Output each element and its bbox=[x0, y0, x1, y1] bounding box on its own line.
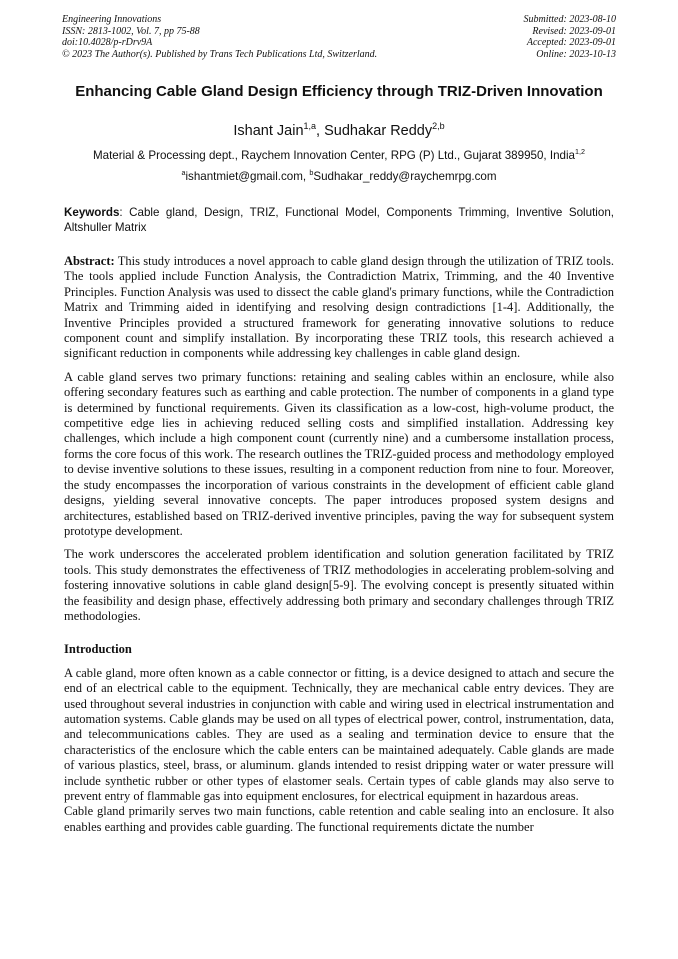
affiliation bbox=[40, 149, 638, 162]
accepted-date: Accepted: 2023-09-01 bbox=[526, 37, 616, 49]
email-address: Sudhakar_reddy@raychemrpg.com bbox=[313, 170, 497, 183]
online-date: Online: 2023-10-13 bbox=[536, 48, 616, 60]
abstract-text: This study introduces a novel approach to cable gland design through the utilization of TRIZ tools. The tools applied include Function Analysis, the Contradiction Matrix, Trimming, and the 40 Inventive Principles. Function Analysis was used to dissect the cable gland's primary functions, while the Contradiction Matrix and Trimming aided in identifying and resolving design contradictions [1-4]. Additionally, the Inventive Principles provided a structured framework for generating innovative solutions to reduce component count and simplify installation. By incorporating these TRIZ tools, this research achieved a significant reduction in components while addressing key challenges in cable gland design. bbox=[64, 254, 614, 361]
body-paragraph: Cable gland primarily serves two main functions, cable retention and cable sealing into an enclosure. It also enables earthing and provides cable guarding. The functional requirements dictate the number bbox=[64, 804, 614, 834]
abstract-paragraph: A cable gland serves two primary functions: retaining and sealing cables within an enclosure, while also offering secondary features such as earthing and cable protection. The number of components in a gland type is determined by functional requirements. Given its classification as a low-cost, high-volume product, the competitive edge lies in achieving reduced selling costs and simplified installation. Addressing key challenges, which include a high component count (currently nine) and a cumbersome installation process, forms the core focus of this work. The research outlines the TRIZ-guided process and methodology employed to devise inventive solutions to these issues, resulting in a component reduction from nine to four. Moreover, the study encompasses the incorporation of various constraints in the development of efficient cable gland designs, yielding several innovative concepts. The paper introduces proposed system designs and architectures, established based on TRIZ-derived inventive principles, paving the way for subsequent system prototype development. bbox=[64, 369, 614, 538]
journal-info bbox=[62, 14, 377, 60]
section-heading-introduction: Introduction bbox=[64, 642, 132, 657]
paper-body bbox=[64, 254, 614, 835]
copyright-line: © 2023 The Author(s). Published by Trans Tech Publications Ltd, Switzerland. bbox=[62, 48, 378, 60]
publication-dates bbox=[524, 14, 617, 60]
paper-title: Enhancing Cable Gland Design Efficiency through TRIZ-Driven Innovation bbox=[75, 83, 603, 100]
keywords-label: Keywords bbox=[64, 206, 120, 219]
doi-line: doi:10.4028/p-rDrv9A bbox=[62, 37, 153, 49]
author-separator: , bbox=[316, 123, 325, 139]
author-superscript: 1,a bbox=[303, 121, 317, 132]
issn-line: ISSN: 2813-1002, Vol. 7, pp 75-88 bbox=[62, 25, 200, 37]
body-paragraph: A cable gland, more often known as a cable connector or fitting, is a device designed to attach and secure the end of an electrical cable to the equipment. Technically, they are mechanical cable entry devices. They are used throughout several industries in conjunction with cable and wiring used in electrical instrumentation and automation systems. Cable glands may be used on all types of electrical power, control, instrumentation, data, and telecommunications cables. They are used as a sealing and termination device to ensure that the characteristics of the enclosure which the cable enters can be maintained adequately. Cable glands are made of various plastics, steel, brass, or aluminum. glands intended to resist dripping water or water pressure will include synthetic rubber or other types of elastomer seals. Certain types of cable glands may also serve to prevent entry of flammable gas into equipment enclosures, for electrical equipment in hazardous areas. bbox=[64, 665, 614, 803]
email-address: ishantmiet@gmail.com, bbox=[185, 170, 310, 183]
abstract-label: Abstract: bbox=[64, 254, 115, 268]
journal-name: Engineering Innovations bbox=[62, 14, 162, 25]
author-name: Sudhakar Reddy bbox=[324, 123, 433, 139]
keywords-section bbox=[64, 205, 614, 235]
affiliation-superscript: 1,2 bbox=[575, 147, 586, 157]
abstract-paragraph bbox=[64, 254, 614, 362]
email-marker: b bbox=[309, 168, 314, 178]
author-name: Ishant Jain bbox=[233, 123, 304, 139]
author-emails bbox=[62, 170, 616, 183]
email-marker: a bbox=[181, 168, 186, 178]
author-list bbox=[62, 123, 616, 139]
journal-header bbox=[62, 14, 616, 60]
submitted-date: Submitted: 2023-08-10 bbox=[523, 14, 616, 25]
author-superscript: 2,b bbox=[432, 121, 445, 132]
revised-date: Revised: 2023-09-01 bbox=[532, 25, 616, 37]
keywords-text: : Cable gland, Design, TRIZ, Functional Model, Components Trimming, Inventive Solution, Altshuller Matrix bbox=[64, 206, 614, 234]
affiliation-text: Material & Processing dept., Raychem Innovation Center, RPG (P) Ltd., Gujarat 389950, India bbox=[92, 149, 576, 162]
abstract-paragraph: The work underscores the accelerated problem identification and solution generation facilitated by TRIZ tools. This study demonstrates the effectiveness of TRIZ methodologies in accelerating problem-solving and fostering innovative solutions in cable gland design[5-9]. The evolving concept is presently situated within the feasibility and design phase, effectively addressing both primary and secondary challenges through TRIZ methodologies. bbox=[64, 547, 614, 623]
